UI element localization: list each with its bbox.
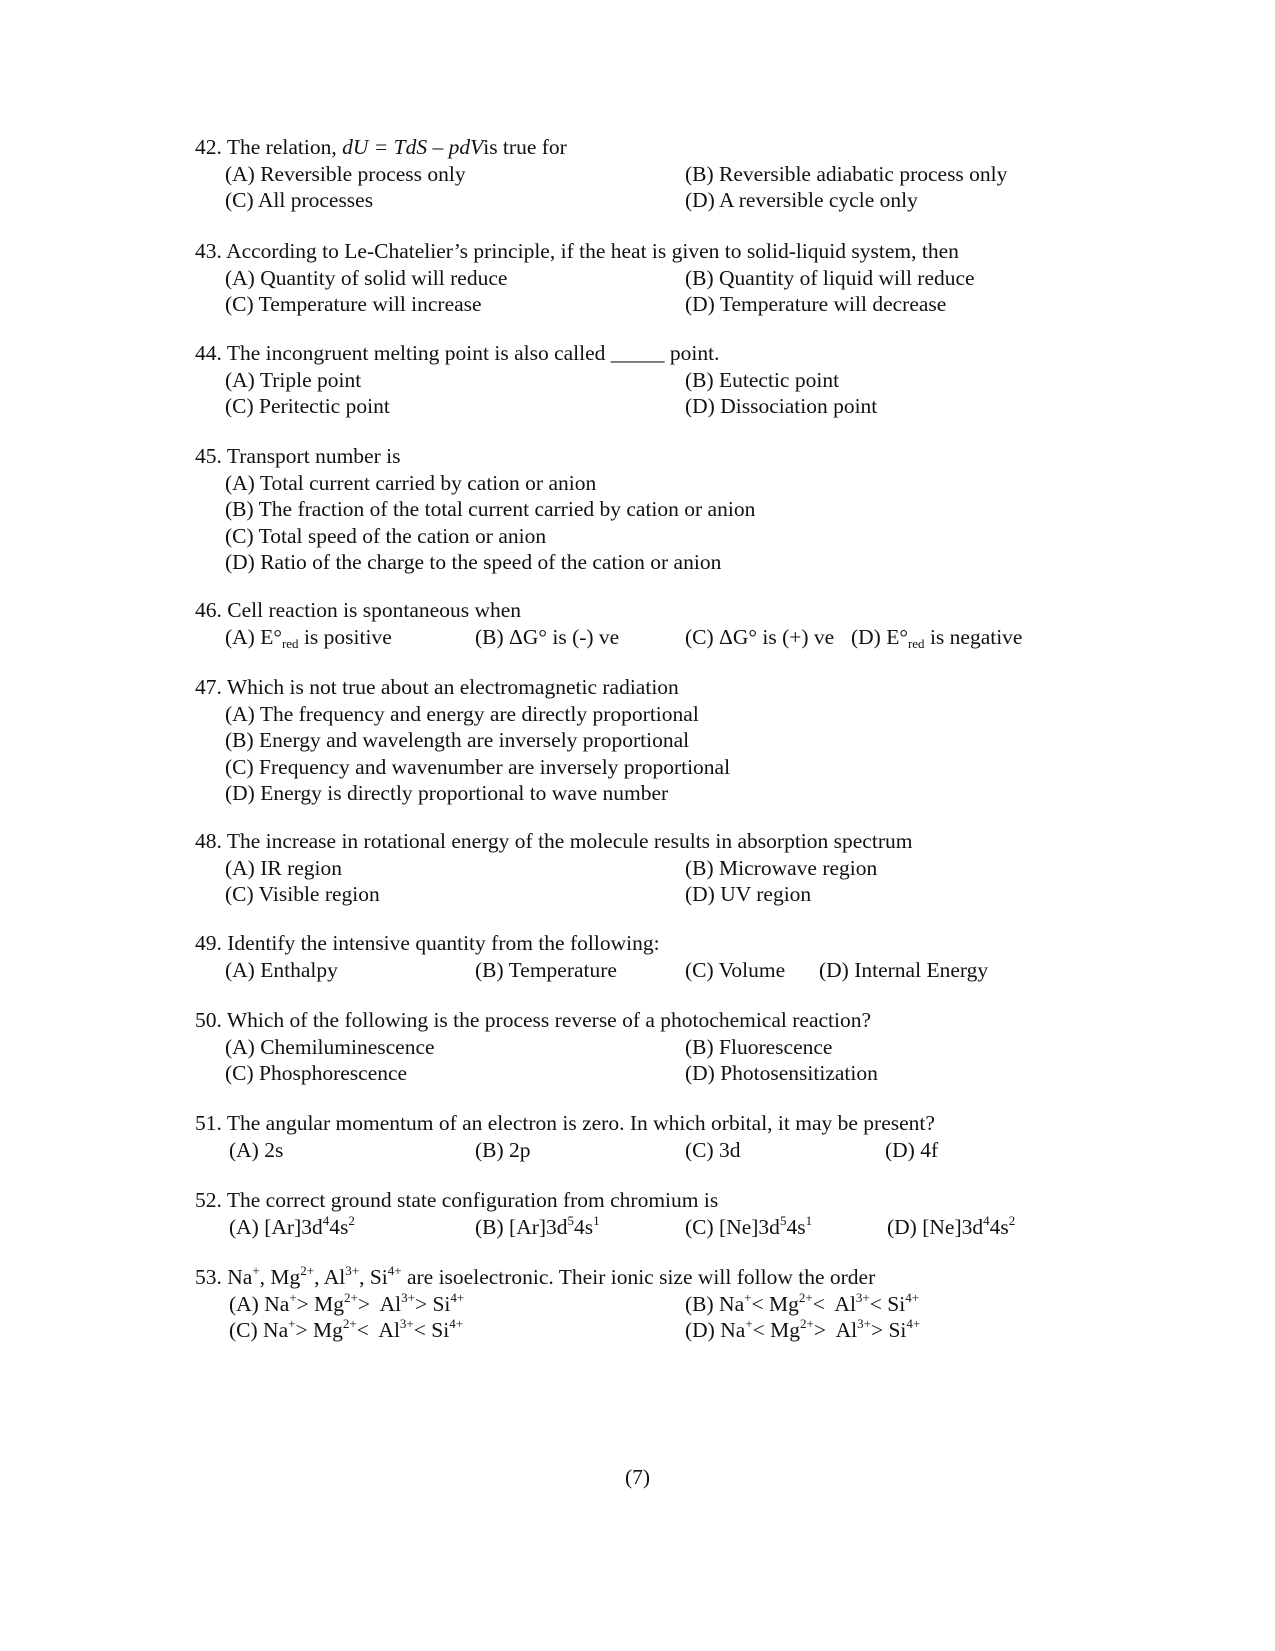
question-49	[195, 930, 1095, 983]
question-48	[195, 828, 1095, 908]
option-b: (B) Reversible adiabatic process only	[685, 161, 1008, 186]
question-52	[195, 1187, 1095, 1240]
option-c: (C) Volume	[685, 957, 786, 982]
option-b: (B) $[Ar]3d^54s^1$	[475, 1212, 600, 1239]
question-stem: 53. Na+, $Mg^{2+}$, $Al^{3+}$, $Si^{4+}$ are isoelectronic. Their ionic size will follow the order	[195, 1263, 876, 1289]
question-43	[195, 238, 1095, 318]
option-c: (C) $[Ne]3d^54s^1$	[685, 1212, 813, 1239]
option-b: (B) Temperature	[475, 957, 617, 982]
option-c: (C) Frequency and wavenumber are inversely proportional	[225, 754, 731, 779]
question-47	[195, 674, 1095, 807]
question-46	[195, 597, 1095, 650]
question-50	[195, 1007, 1095, 1087]
option-a: (A) 2s	[229, 1137, 284, 1162]
option-a: (A) Triple point	[225, 367, 362, 392]
question-stem: 52. The correct ground state configuration from chromium is	[195, 1188, 719, 1212]
question-53	[195, 1264, 1095, 1344]
question-stem: 44. The incongruent melting point is also called _____ point.	[195, 341, 720, 365]
option-c: (C) All processes	[225, 188, 374, 212]
question-stem: 48. The increase in rotational energy of the molecule results in absorption spectrum	[195, 829, 913, 853]
option-c: (C) Temperature will increase	[225, 292, 482, 316]
option-a: (A) The frequency and energy are directly proportional	[225, 701, 699, 726]
question-stem: 46. Cell reaction is spontaneous when	[195, 598, 522, 622]
option-d: (D) UV region	[685, 882, 812, 906]
option-d: (D) Temperature will decrease	[685, 292, 947, 316]
question-45	[195, 443, 1095, 576]
option-b: (B) Eutectic point	[685, 367, 840, 392]
option-b: (B) Microwave region	[685, 855, 878, 880]
question-42	[195, 134, 1095, 214]
option-d: (D) 4f	[885, 1137, 939, 1162]
option-b: (B) $Na^+< Mg^{2+}< Al^{3+}< Si^{4+}$	[685, 1289, 920, 1316]
question-44	[195, 340, 1095, 420]
option-d: (D) Ratio of the charge to the speed of the cation or anion	[225, 550, 722, 574]
option-d: (D) Internal Energy	[819, 957, 989, 982]
option-b: (B) Quantity of liquid will reduce	[685, 265, 975, 290]
option-a: (A) $Na^+> Mg^{2+}> Al^{3+}> Si^{4+}$	[229, 1289, 465, 1316]
option-b: (B) The fraction of the total current carried by cation or anion	[225, 497, 756, 521]
option-a: (A) $[Ar]3d^44s^2$	[229, 1212, 355, 1239]
option-c: (C) $Na^+> Mg^{2+}< Al^{3+}< Si^{4+}$	[229, 1316, 464, 1342]
option-d: (D) $[Ne]3d^44s^2$	[887, 1212, 1016, 1239]
question-stem: 45. Transport number is	[195, 444, 401, 468]
option-d: (D) Photosensitization	[685, 1061, 878, 1085]
option-a: (A) Reversible process only	[225, 161, 466, 186]
option-c: (C) Phosphorescence	[225, 1061, 408, 1085]
option-a: (A) Enthalpy	[225, 957, 338, 982]
question-stem: 51. The angular momentum of an electron is zero. In which orbital, it may be present?	[195, 1111, 935, 1135]
question-stem: 42. The relation, dU = TdS – pdVis true for	[195, 135, 567, 159]
option-d: (D) A reversible cycle only	[685, 188, 918, 212]
option-a: (A) Quantity of solid will reduce	[225, 265, 508, 290]
option-b: (B) Fluorescence	[685, 1034, 833, 1059]
page-number: (7)	[624, 1465, 651, 1489]
question-stem: 43. According to Le-Chatelier’s principle, if the heat is given to solid-liquid system, then	[195, 239, 959, 263]
question-51	[195, 1110, 1095, 1163]
question-stem: 47. Which is not true about an electromagnetic radiation	[195, 675, 679, 699]
option-c: (C) Visible region	[225, 882, 380, 906]
equation: dU = TdS – pdV	[342, 135, 484, 159]
option-d: (D) $Na^+< Mg^{2+}> Al^{3+}> Si^{4+}$	[685, 1316, 921, 1342]
option-a: (A) Total current carried by cation or anion	[225, 470, 597, 495]
option-a: (A) Chemiluminescence	[225, 1034, 435, 1059]
question-stem: 50. Which of the following is the process reverse of a photochemical reaction?	[195, 1008, 872, 1032]
option-d: (D) Dissociation point	[685, 394, 878, 418]
option-b: (B) Energy and wavelength are inversely proportional	[225, 728, 690, 752]
option-b: (B) 2p	[475, 1137, 531, 1162]
option-a: (A) $E^\circ_{red}$ is positive	[225, 624, 392, 651]
question-stem: 49. Identify the intensive quantity from the following:	[195, 931, 660, 955]
option-c: (C) Peritectic point	[225, 394, 390, 418]
option-d: (D) $E^\circ_{red}$ is negative	[851, 624, 1023, 651]
option-d: (D) Energy is directly proportional to wave number	[225, 781, 669, 805]
option-c: (C) ΔG° is (+) ve	[685, 624, 835, 649]
option-b: (B) ΔG° is (-) ve	[475, 624, 620, 649]
option-c: (C) 3d	[685, 1137, 741, 1162]
option-c: (C) Total speed of the cation or anion	[225, 523, 547, 548]
option-a: (A) IR region	[225, 855, 343, 880]
